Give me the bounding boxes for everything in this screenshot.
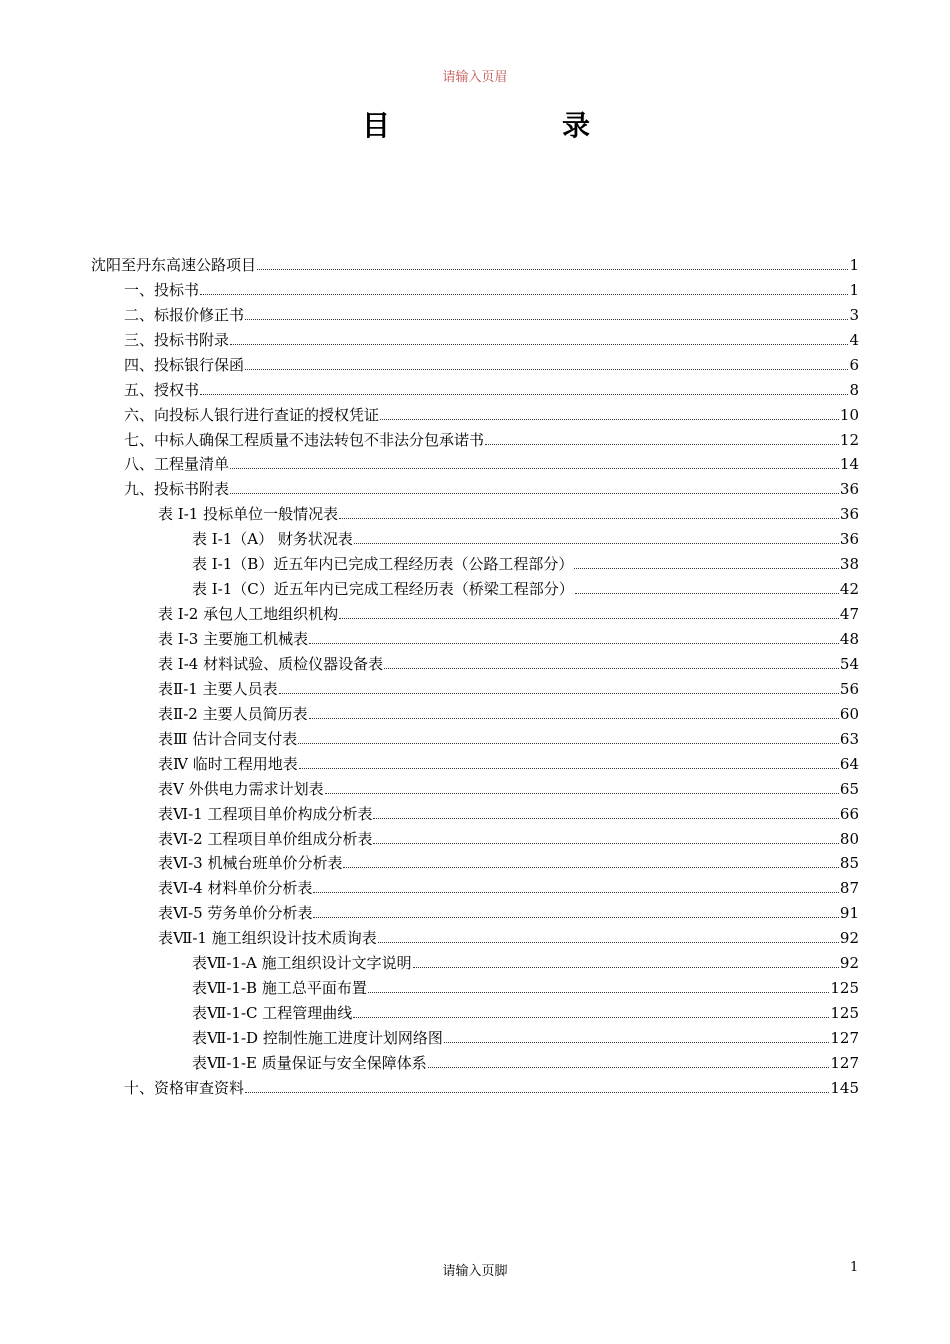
- toc-entry-page: 1: [849, 255, 859, 274]
- toc-entry-label: 表Ⅳ 临时工程用地表: [158, 754, 298, 773]
- toc-entry-label: 表 I-3 主要施工机械表: [158, 630, 309, 648]
- toc-entry[interactable]: [0, 400, 950, 425]
- toc-entry-page: 60: [839, 704, 859, 723]
- toc-entry-label: 表Ⅶ-1-E 质量保证与安全保障体系: [192, 1053, 427, 1072]
- toc-entry-label: 表 I-2 承包人工地组织机构: [158, 605, 339, 624]
- toc-dot-leader: [313, 917, 838, 918]
- toc-entry-label: 表Ⅲ 估计合同支付表: [158, 729, 298, 748]
- toc-entry-label: 五、授权书: [124, 380, 200, 399]
- toc-entry[interactable]: [0, 624, 950, 649]
- toc-entry-page: 64: [839, 754, 859, 773]
- toc-entry[interactable]: [0, 799, 950, 824]
- toc-dot-leader: [373, 818, 838, 819]
- toc-entry[interactable]: [0, 350, 950, 375]
- toc-entry-label: 六、向投标人银行进行查证的授权凭证: [124, 405, 380, 424]
- toc-dot-leader: [378, 942, 839, 943]
- toc-entry[interactable]: [0, 849, 950, 874]
- toc-entry[interactable]: [0, 549, 950, 574]
- toc-dot-leader: [575, 593, 839, 594]
- toc-entry-label: 九、投标书附表: [124, 480, 230, 499]
- toc-entry-page: 80: [839, 829, 859, 848]
- toc-entry-label: 三、投标书附录: [124, 330, 230, 349]
- toc-entry-label: 二、标报价修正书: [124, 305, 245, 324]
- toc-entry-page: 47: [839, 605, 859, 624]
- toc-entry[interactable]: [0, 973, 950, 998]
- toc-entry-page: 125: [830, 1004, 859, 1023]
- toc-entry-label: 表Ⅵ-4 材料单价分析表: [158, 879, 313, 898]
- toc-entry-label: 表Ⅱ-2 主要人员简历表: [158, 704, 308, 723]
- toc-entry-label: 四、投标银行保函: [124, 355, 245, 374]
- page-header: 请输入页眉: [442, 70, 508, 85]
- toc-entry[interactable]: [0, 774, 950, 799]
- toc-entry-label: 表Ⅶ-1-B 施工总平面布置: [192, 979, 367, 998]
- toc-dot-leader: [373, 843, 838, 844]
- toc-entry[interactable]: [0, 425, 950, 450]
- toc-entry-page: 36: [839, 505, 859, 524]
- toc-entry-page: 6: [849, 355, 859, 374]
- toc-entry-page: 87: [839, 879, 859, 898]
- toc-entry-label: 表Ⅶ-1-A 施工组织设计文字说明: [192, 954, 412, 973]
- toc-entry-label: 十、资格审查资料: [124, 1078, 245, 1097]
- toc-dot-leader: [313, 892, 838, 893]
- toc-dot-leader: [325, 793, 839, 794]
- table-of-contents: [0, 250, 950, 1098]
- toc-entry[interactable]: [0, 699, 950, 724]
- toc-entry-label: 表Ⅵ-5 劳务单价分析表: [158, 904, 313, 923]
- toc-entry-page: 10: [839, 405, 859, 424]
- toc-entry[interactable]: [0, 325, 950, 350]
- toc-entry-page: 36: [839, 480, 859, 499]
- toc-dot-leader: [200, 294, 848, 295]
- toc-entry[interactable]: [0, 824, 950, 849]
- toc-entry-label: 表Ⅴ 外供电力需求计划表: [158, 779, 324, 798]
- toc-dot-leader: [574, 568, 839, 569]
- toc-dot-leader: [309, 718, 839, 719]
- toc-dot-leader: [298, 743, 839, 744]
- toc-dot-leader: [279, 693, 839, 694]
- toc-entry[interactable]: [0, 1048, 950, 1073]
- toc-entry[interactable]: [0, 250, 950, 275]
- toc-entry-label: 表Ⅶ-1-C 工程管理曲线: [192, 1004, 353, 1023]
- toc-entry[interactable]: [0, 923, 950, 948]
- toc-entry[interactable]: [0, 948, 950, 973]
- toc-entry-label: 一、投标书: [124, 280, 200, 299]
- toc-entry[interactable]: [0, 300, 950, 325]
- footer-text: 请输入页脚: [442, 1264, 508, 1279]
- toc-entry-page: 56: [839, 679, 859, 698]
- toc-dot-leader: [413, 967, 839, 968]
- toc-entry[interactable]: [0, 749, 950, 774]
- toc-entry-label: 表Ⅶ-1-D 控制性施工进度计划网络图: [192, 1029, 443, 1047]
- toc-entry-label: 八、工程量清单: [124, 455, 230, 474]
- toc-entry-label: 表 I-4 材料试验、质检仪器设备表: [158, 654, 384, 673]
- toc-entry-page: 1: [849, 280, 859, 299]
- toc-entry-page: 38: [839, 555, 859, 574]
- toc-entry-label: 表Ⅵ-2 工程项目单价组成分析表: [158, 829, 373, 848]
- toc-entry-page: 12: [839, 430, 859, 449]
- toc-entry-page: 4: [849, 330, 859, 349]
- toc-dot-leader: [230, 468, 839, 469]
- toc-entry-page: 125: [830, 979, 859, 998]
- toc-entry-page: 92: [839, 954, 859, 973]
- toc-dot-leader: [384, 668, 839, 669]
- toc-entry[interactable]: [0, 524, 950, 549]
- toc-dot-leader: [245, 1092, 829, 1093]
- toc-entry[interactable]: [0, 674, 950, 699]
- toc-entry-page: 3: [849, 305, 859, 324]
- toc-entry-label: 表 I-1（B）近五年内已完成工程经历表（公路工程部分）: [192, 555, 574, 574]
- toc-entry-page: 14: [839, 455, 859, 474]
- toc-dot-leader: [353, 1017, 829, 1018]
- toc-entry-page: 145: [830, 1078, 859, 1097]
- toc-entry[interactable]: [0, 375, 950, 400]
- toc-entry-page: 85: [839, 854, 859, 873]
- toc-dot-leader: [339, 618, 839, 619]
- toc-entry-label: 表 I-1 投标单位一般情况表: [158, 505, 339, 524]
- toc-dot-leader: [257, 269, 848, 270]
- toc-dot-leader: [230, 344, 848, 345]
- toc-entry-page: 54: [839, 654, 859, 673]
- toc-entry-page: 63: [839, 729, 859, 748]
- toc-entry[interactable]: [0, 724, 950, 749]
- toc-entry[interactable]: [0, 474, 950, 499]
- toc-entry[interactable]: [0, 275, 950, 300]
- toc-dot-leader: [368, 992, 830, 993]
- toc-entry-page: 65: [839, 779, 859, 798]
- toc-dot-leader: [200, 394, 848, 395]
- toc-entry-page: 66: [839, 804, 859, 823]
- toc-entry[interactable]: [0, 499, 950, 524]
- toc-dot-leader: [343, 867, 838, 868]
- toc-dot-leader: [245, 369, 848, 370]
- toc-entry-label: 沈阳至丹东高速公路项目: [91, 255, 257, 274]
- toc-entry[interactable]: [0, 1023, 950, 1048]
- toc-entry-page: 36: [839, 530, 859, 549]
- toc-entry[interactable]: [0, 898, 950, 923]
- toc-entry-label: 表Ⅵ-1 工程项目单价构成分析表: [158, 804, 373, 823]
- toc-entry-page: 127: [830, 1029, 859, 1047]
- toc-dot-leader: [299, 768, 839, 769]
- toc-entry[interactable]: [0, 649, 950, 674]
- toc-entry-page: 8: [849, 380, 859, 399]
- toc-entry-page: 42: [839, 580, 859, 599]
- toc-entry-page: 91: [839, 904, 859, 923]
- toc-dot-leader: [230, 493, 839, 494]
- toc-entry-label: 表Ⅱ-1 主要人员表: [158, 679, 278, 698]
- toc-entry-label: 表Ⅵ-3 机械台班单价分析表: [158, 854, 343, 873]
- toc-entry-label: 表Ⅶ-1 施工组织设计技术质询表: [158, 929, 377, 948]
- toc-entry-label: 表 I-1（A） 财务状况表: [192, 530, 353, 549]
- toc-dot-leader: [309, 643, 839, 644]
- toc-dot-leader: [339, 518, 839, 519]
- title-left-char: 目: [362, 109, 391, 142]
- toc-entry[interactable]: [0, 873, 950, 898]
- toc-dot-leader: [428, 1067, 830, 1068]
- title-right-char: 录: [562, 109, 591, 142]
- footer-page-number: 1: [850, 1260, 859, 1275]
- toc-entry[interactable]: [0, 599, 950, 624]
- toc-entry-label: 表 I-1（C）近五年内已完成工程经历表（桥梁工程部分）: [192, 580, 574, 599]
- toc-entry[interactable]: [0, 1073, 950, 1098]
- toc-dot-leader: [485, 444, 839, 445]
- toc-dot-leader: [245, 319, 848, 320]
- toc-dot-leader: [380, 419, 839, 420]
- page-title: [0, 106, 950, 146]
- toc-entry[interactable]: [0, 574, 950, 599]
- toc-entry-page: 92: [839, 929, 859, 948]
- toc-entry-page: 127: [830, 1053, 859, 1072]
- toc-entry[interactable]: [0, 998, 950, 1023]
- toc-entry[interactable]: [0, 450, 950, 475]
- toc-entry-label: 七、中标人确保工程质量不违法转包不非法分包承诺书: [124, 430, 485, 449]
- toc-dot-leader: [444, 1042, 830, 1043]
- toc-dot-leader: [354, 543, 839, 544]
- toc-entry-page: 48: [839, 630, 859, 648]
